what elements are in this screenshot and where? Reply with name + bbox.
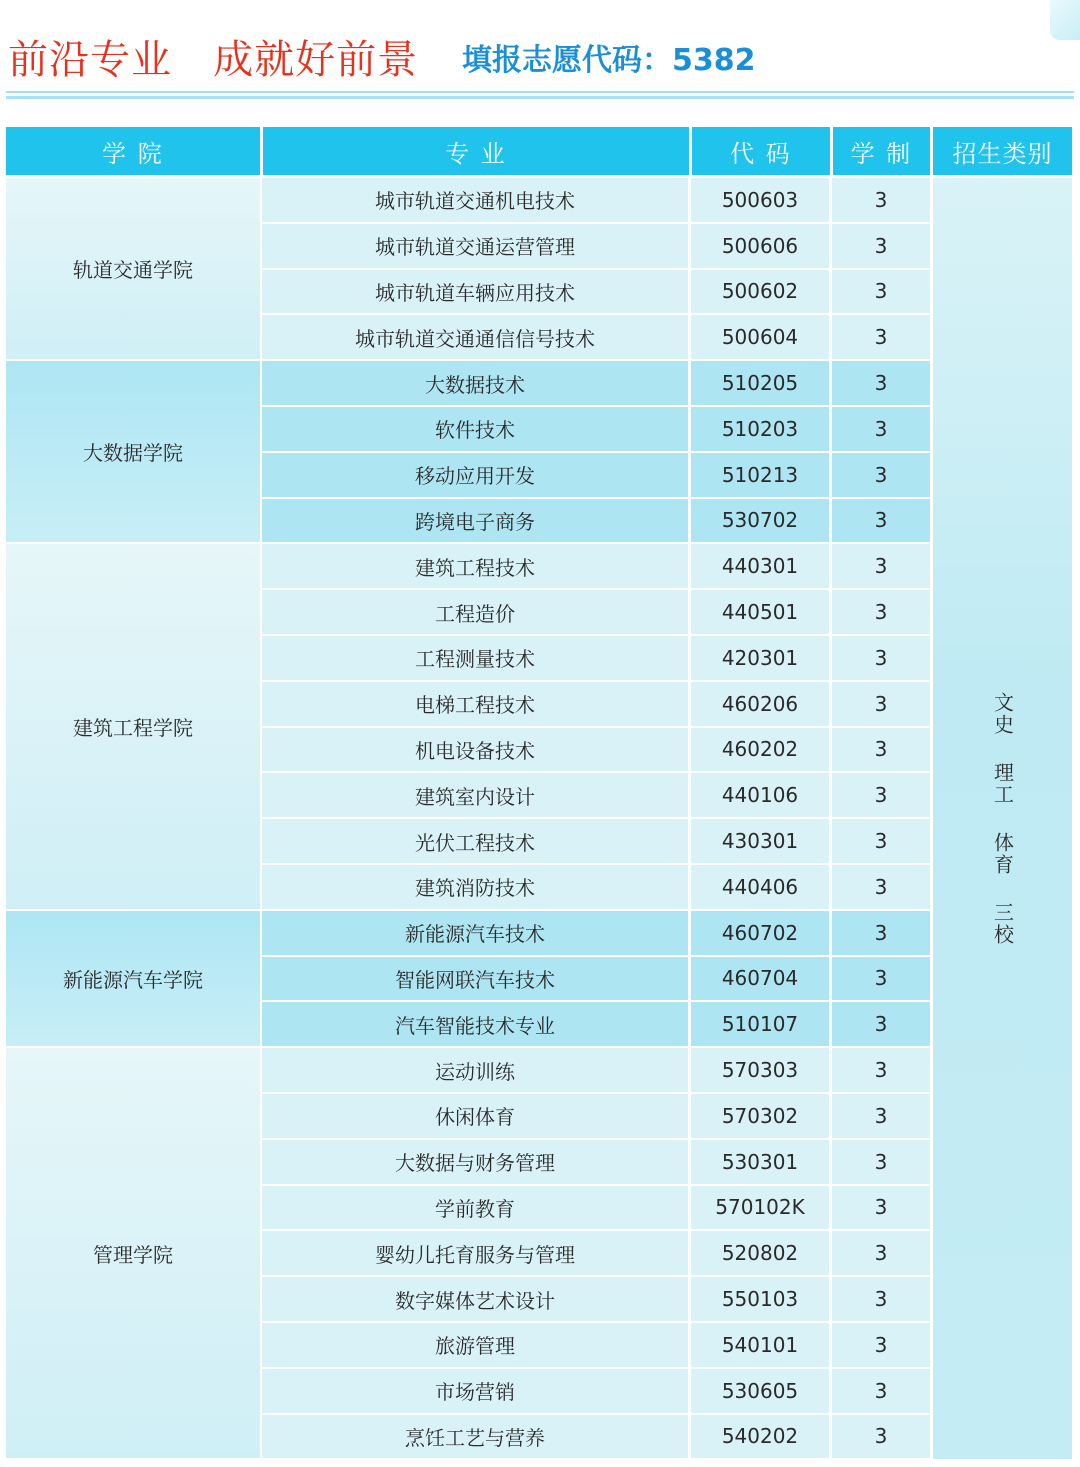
study-years: 3 — [874, 1424, 888, 1449]
table-row — [262, 636, 930, 680]
college-cell: 建筑工程学院 — [6, 544, 260, 908]
study-years: 3 — [874, 508, 888, 533]
table-row — [262, 682, 930, 726]
college-cell: 轨道交通学院 — [6, 178, 260, 359]
banner-title: 前沿专业 成就好前景 — [8, 37, 419, 83]
column-separator — [688, 224, 691, 268]
column-separator — [829, 728, 832, 772]
study-years: 3 — [874, 187, 888, 212]
table-row — [262, 1415, 930, 1459]
column-separator — [688, 636, 691, 680]
column-separator — [688, 819, 691, 863]
column-separator — [829, 315, 832, 359]
column-separator — [829, 224, 832, 268]
column-separator — [829, 911, 832, 955]
college-cell: 管理学院 — [6, 1048, 260, 1458]
column-separator — [829, 1277, 832, 1321]
column-separator — [829, 1369, 832, 1413]
column-separator — [829, 1231, 832, 1275]
major-code: 460202 — [721, 737, 799, 762]
study-years: 3 — [874, 554, 888, 579]
column-separator — [688, 682, 691, 726]
table-row — [262, 865, 930, 909]
column-separator — [829, 178, 832, 222]
major-code: 510213 — [721, 462, 799, 487]
major-name: 机电设备技术 — [415, 738, 535, 763]
column-separator — [829, 499, 832, 543]
column-separator — [829, 1094, 832, 1138]
column-separator — [688, 865, 691, 909]
study-years: 3 — [874, 325, 888, 350]
table-row — [262, 544, 930, 588]
study-years: 3 — [874, 645, 888, 670]
major-code: 530605 — [721, 1378, 799, 1403]
column-separator — [688, 590, 691, 634]
major-name: 软件技术 — [435, 418, 515, 443]
table-row — [262, 1369, 930, 1413]
major-code: 430301 — [721, 829, 799, 854]
column-separator — [829, 1186, 832, 1230]
table-row — [262, 315, 930, 359]
major-name: 建筑室内设计 — [415, 784, 535, 809]
column-separator — [688, 1002, 691, 1046]
table-row — [262, 911, 930, 955]
column-separator — [829, 1002, 832, 1046]
table-row — [262, 1002, 930, 1046]
major-name: 电梯工程技术 — [415, 693, 535, 718]
column-separator — [688, 361, 691, 405]
column-separator — [829, 407, 832, 451]
major-name: 城市轨道交通机电技术 — [375, 189, 575, 214]
study-years: 3 — [874, 1332, 888, 1357]
column-separator — [829, 636, 832, 680]
major-code: 460702 — [721, 920, 799, 945]
major-name: 跨境电子商务 — [415, 509, 535, 534]
study-years: 3 — [874, 1103, 888, 1128]
column-separator — [829, 1140, 832, 1184]
study-years: 3 — [874, 371, 888, 396]
table-row — [262, 224, 930, 268]
corner-decoration — [1050, 0, 1080, 40]
column-separator — [688, 1277, 691, 1321]
application-code-label: 填报志愿代码：5382 — [462, 43, 756, 78]
study-years: 3 — [874, 783, 888, 808]
major-code: 500603 — [721, 187, 799, 212]
major-name: 汽车智能技术专业 — [395, 1013, 555, 1038]
column-separator — [829, 682, 832, 726]
major-name: 大数据技术 — [425, 372, 525, 397]
table-row — [262, 728, 930, 772]
column-separator — [688, 499, 691, 543]
divider-line — [6, 91, 1074, 93]
study-years: 3 — [874, 233, 888, 258]
column-separator — [829, 1048, 832, 1092]
table-row — [262, 1094, 930, 1138]
study-years: 3 — [874, 874, 888, 899]
major-code: 460206 — [721, 691, 799, 716]
table-row — [262, 773, 930, 817]
table-row — [262, 178, 930, 222]
column-separator — [688, 270, 691, 314]
major-code: 540101 — [721, 1332, 799, 1357]
major-name: 城市轨道车辆应用技术 — [375, 280, 575, 305]
major-name: 市场营销 — [435, 1380, 515, 1405]
column-separator — [688, 1323, 691, 1367]
table-row — [262, 453, 930, 497]
column-separator — [688, 911, 691, 955]
table-row — [262, 499, 930, 543]
major-name: 工程测量技术 — [415, 647, 535, 672]
study-years: 3 — [874, 829, 888, 854]
major-name: 城市轨道交通通信信号技术 — [355, 326, 595, 351]
major-code: 440406 — [721, 874, 799, 899]
column-separator — [688, 957, 691, 1001]
major-code: 500602 — [721, 279, 799, 304]
study-years: 3 — [874, 1378, 888, 1403]
study-years: 3 — [874, 737, 888, 762]
major-name: 移动应用开发 — [415, 464, 535, 489]
table-row — [262, 1277, 930, 1321]
major-name: 光伏工程技术 — [415, 830, 535, 855]
column-separator — [829, 544, 832, 588]
major-code: 460704 — [721, 966, 799, 991]
study-years: 3 — [874, 462, 888, 487]
major-code: 540202 — [721, 1424, 799, 1449]
column-separator — [829, 270, 832, 314]
header-major: 专 业 — [263, 127, 689, 175]
column-separator — [688, 453, 691, 497]
header-category: 招生类别 — [933, 127, 1072, 175]
column-separator — [829, 590, 832, 634]
major-name: 旅游管理 — [435, 1334, 515, 1359]
column-separator — [688, 1186, 691, 1230]
major-name: 烹饪工艺与营养 — [405, 1425, 545, 1450]
majors-table — [6, 127, 1072, 1459]
major-code: 550103 — [721, 1287, 799, 1312]
header-years: 学 制 — [833, 127, 930, 175]
college-cell: 新能源汽车学院 — [6, 911, 260, 1046]
table-row — [262, 1186, 930, 1230]
column-separator — [829, 361, 832, 405]
admission-category-cell — [933, 178, 1072, 1459]
major-code: 510107 — [721, 1012, 799, 1037]
major-code: 570102K — [715, 1195, 805, 1220]
major-name: 学前教育 — [435, 1196, 515, 1221]
major-code: 440106 — [721, 783, 799, 808]
divider-line — [6, 96, 1074, 99]
major-name: 城市轨道交通运营管理 — [375, 235, 575, 260]
major-code: 440501 — [721, 600, 799, 625]
header-code: 代 码 — [692, 127, 830, 175]
major-code: 420301 — [721, 645, 799, 670]
column-separator — [688, 315, 691, 359]
major-name: 建筑工程技术 — [415, 555, 535, 580]
major-name: 大数据与财务管理 — [395, 1151, 555, 1176]
major-code: 500604 — [721, 325, 799, 350]
major-code: 570302 — [721, 1103, 799, 1128]
major-code: 530301 — [721, 1149, 799, 1174]
study-years: 3 — [874, 691, 888, 716]
column-separator — [688, 1369, 691, 1413]
table-row — [262, 957, 930, 1001]
major-code: 500606 — [721, 233, 799, 258]
column-separator — [688, 1048, 691, 1092]
study-years: 3 — [874, 279, 888, 304]
study-years: 3 — [874, 600, 888, 625]
study-years: 3 — [874, 1241, 888, 1266]
column-separator — [688, 407, 691, 451]
table-row — [262, 361, 930, 405]
major-code: 510205 — [721, 371, 799, 396]
table-row — [262, 1323, 930, 1367]
major-code: 570303 — [721, 1058, 799, 1083]
column-separator — [829, 1323, 832, 1367]
admission-category-text: 文史 理工 体育 三校 — [990, 691, 1015, 946]
column-separator — [688, 728, 691, 772]
column-separator — [688, 1140, 691, 1184]
study-years: 3 — [874, 1195, 888, 1220]
table-row — [262, 590, 930, 634]
major-name: 建筑消防技术 — [415, 876, 535, 901]
major-name: 婴幼儿托育服务与管理 — [375, 1242, 575, 1267]
table-row — [262, 407, 930, 451]
header-college: 学 院 — [6, 127, 260, 175]
major-name: 工程造价 — [435, 601, 515, 626]
major-name: 休闲体育 — [435, 1105, 515, 1130]
column-separator — [688, 773, 691, 817]
column-separator — [829, 957, 832, 1001]
study-years: 3 — [874, 1149, 888, 1174]
table-row — [262, 1231, 930, 1275]
study-years: 3 — [874, 416, 888, 441]
column-separator — [829, 819, 832, 863]
column-separator — [688, 544, 691, 588]
column-separator — [829, 773, 832, 817]
study-years: 3 — [874, 966, 888, 991]
major-name: 智能网联汽车技术 — [395, 967, 555, 992]
major-code: 530702 — [721, 508, 799, 533]
major-name: 运动训练 — [435, 1059, 515, 1084]
study-years: 3 — [874, 1012, 888, 1037]
study-years: 3 — [874, 1287, 888, 1312]
column-separator — [829, 865, 832, 909]
column-separator — [688, 1415, 691, 1459]
major-code: 440301 — [721, 554, 799, 579]
major-code: 520802 — [721, 1241, 799, 1266]
column-separator — [688, 178, 691, 222]
table-row — [262, 270, 930, 314]
study-years: 3 — [874, 1058, 888, 1083]
study-years: 3 — [874, 920, 888, 945]
table-row — [262, 1048, 930, 1092]
college-cell: 大数据学院 — [6, 361, 260, 542]
major-name: 新能源汽车技术 — [405, 922, 545, 947]
column-separator — [829, 453, 832, 497]
major-code: 510203 — [721, 416, 799, 441]
column-separator — [829, 1415, 832, 1459]
major-name: 数字媒体艺术设计 — [395, 1288, 555, 1313]
column-separator — [688, 1231, 691, 1275]
table-row — [262, 819, 930, 863]
table-row — [262, 1140, 930, 1184]
column-separator — [688, 1094, 691, 1138]
